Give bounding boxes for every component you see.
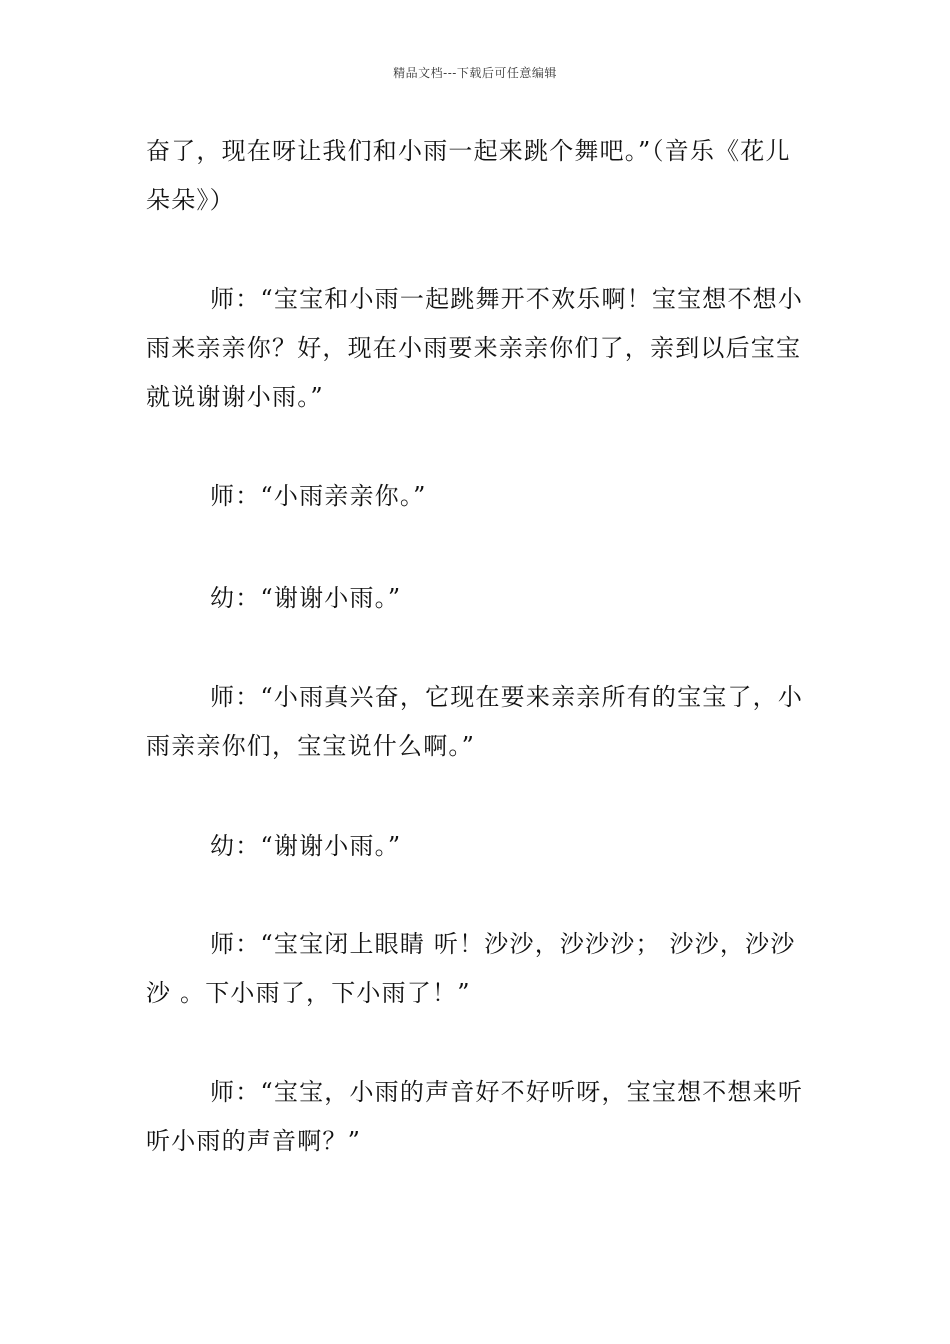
paragraph-7: 师：“宝宝闭上眼睛 听！沙沙，沙沙沙； 沙沙，沙沙沙 。下小雨了，下小雨了！”	[146, 930, 796, 1007]
paragraph-2: 师：“宝宝和小雨一起跳舞开不欢乐啊！宝宝想不想小雨来亲亲你？好，现在小雨要来亲亲你们了，亲到以后宝宝就说谢谢小雨。”	[146, 285, 804, 411]
paragraph-1: 奋了，现在呀让我们和小雨一起来跳个舞吧。”（音乐《花儿朵朵》）	[146, 137, 791, 214]
paragraph-5: 师：“小雨真兴奋，它现在要来亲亲所有的宝宝了，小雨亲亲你们，宝宝说什么啊。”	[146, 683, 804, 760]
paragraph-3: 师：“小雨亲亲你。”	[210, 482, 427, 510]
page-header: 精品文档---下载后可任意编辑	[393, 66, 557, 80]
paragraph-6: 幼：“谢谢小雨。”	[210, 832, 402, 860]
paragraph-8: 师：“宝宝，小雨的声音好不好听呀，宝宝想不想来听听小雨的声音啊？”	[146, 1078, 804, 1155]
paragraph-4: 幼：“谢谢小雨。”	[210, 584, 402, 612]
